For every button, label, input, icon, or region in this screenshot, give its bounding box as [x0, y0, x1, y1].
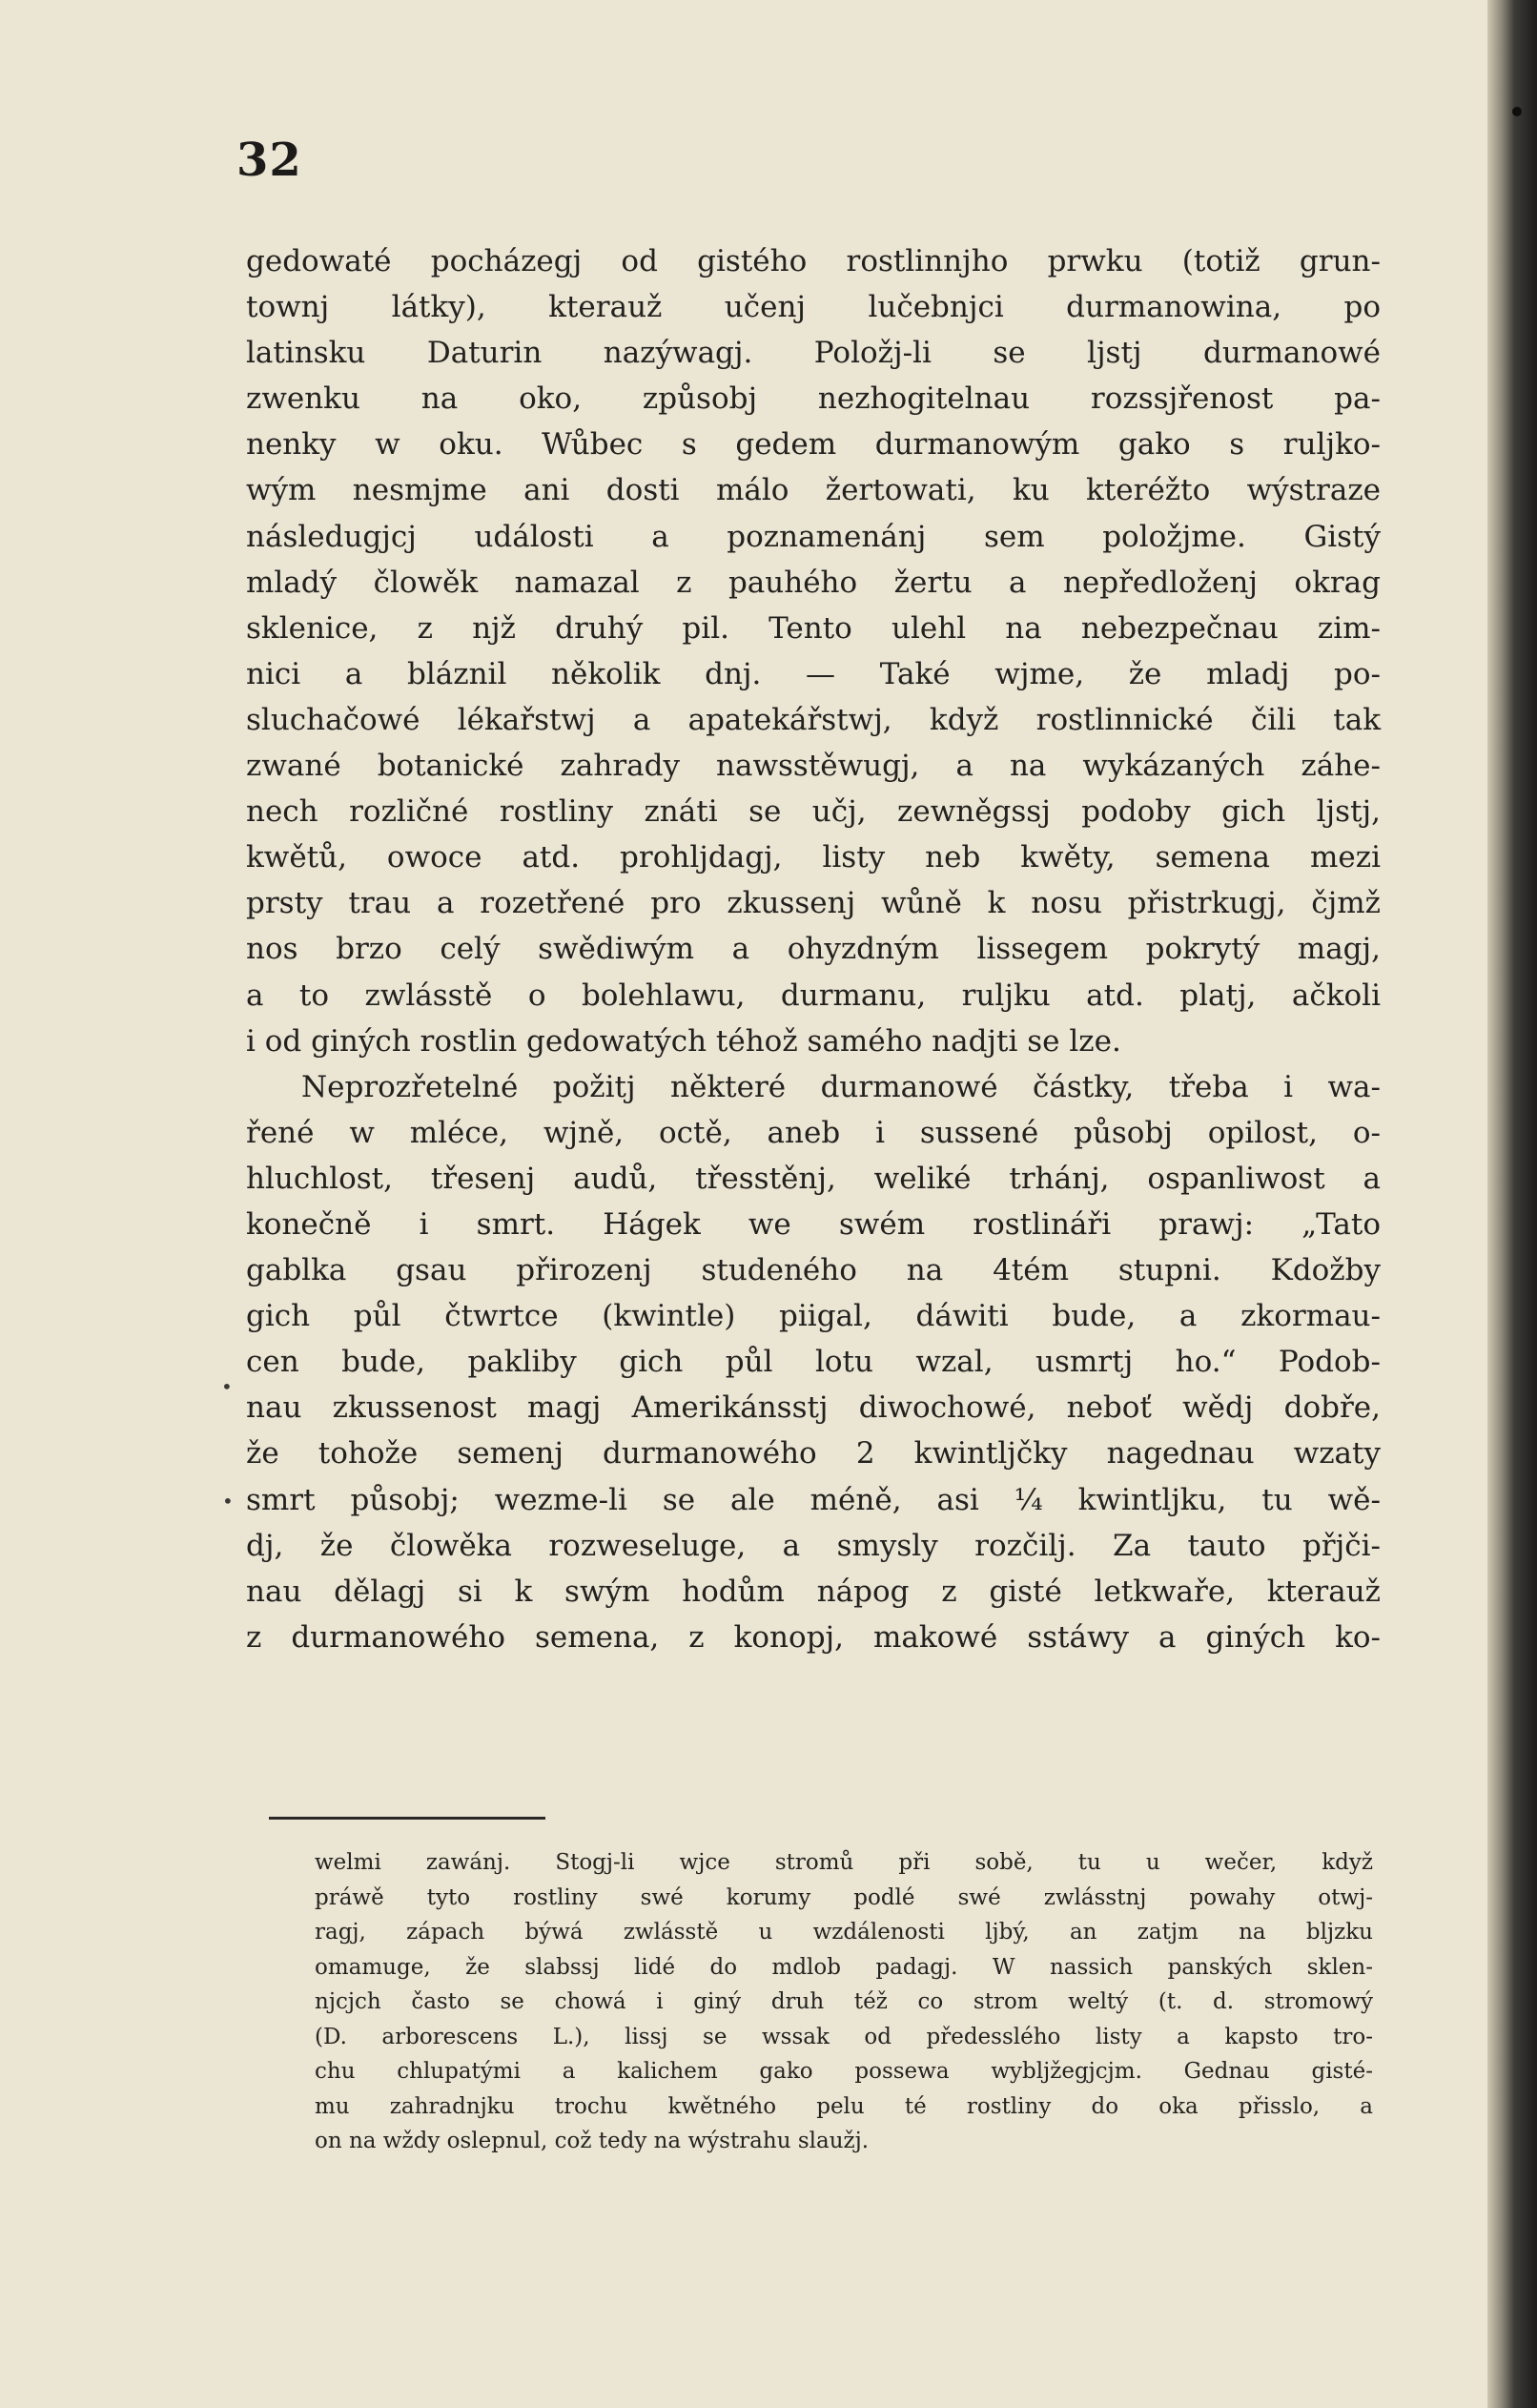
text-line: řené w mléce, wjně, octě, aneb i sussené působj opilost, o-	[246, 1115, 1381, 1150]
text-line: i od giných rostlin gedowatých téhož samého nadjti se lze.	[246, 1023, 1121, 1059]
text-line: nos brzo celý swědiwým a ohyzdným lissegem pokrytý magj,	[246, 932, 1381, 967]
text-line: že tohože semenj durmanowého 2 kwintljčky nagednau wzaty	[246, 1436, 1381, 1472]
text-line: hluchlost, třesenj audů, třesstěnj, weliké trhánj, ospanliwost a	[246, 1161, 1381, 1196]
text-line: nici a bláznil několik dnj. — Také wjme, že mladj po-	[246, 656, 1381, 691]
footnote-line: njcjch často se chowá i giný druh též co strom weltý (t. d. stromowý	[315, 1989, 1373, 2014]
text-line: nau dělagj si k swým hodům nápog z gisté letkwaře, kterauž	[246, 1574, 1381, 1609]
footnote-line: welmi zawánj. Stogj-li wjce stromů při sobě, tu u wečer, když	[315, 1850, 1373, 1875]
text-line: nenky w oku. Wůbec s gedem durmanowým gako s ruljko-	[246, 427, 1381, 463]
text-line: konečně i smrt. Hágek we swém rostlináři prawj: „Tato	[246, 1206, 1381, 1242]
text-line: z durmanowého semena, z konopj, makowé sstáwy a giných ko-	[246, 1619, 1381, 1655]
text-line: gich půl čtwrtce (kwintle) piigal, dáwiti bude, a zkormau-	[246, 1299, 1381, 1334]
footnote-line: mu zahradnjku trochu kwětného pelu té rostliny do oka přisslo, a	[315, 2093, 1373, 2119]
text-line: nech rozličné rostliny znáti se učj, zewněgssj podoby gich ljstj,	[246, 794, 1381, 830]
text-line: nau zkussenost magj Amerikánsstj diwochowé, neboť wědj dobře,	[246, 1390, 1381, 1426]
text-line: a to zwlásstě o bolehlawu, durmanu, ruljku atd. platj, ačkoli	[246, 978, 1381, 1013]
page-binding-edge	[1487, 0, 1537, 2408]
margin-mark: •	[222, 1490, 234, 1513]
text-line: prsty trau a rozetřené pro zkussenj wůně k nosu přistrkugj, čjmž	[246, 886, 1381, 921]
text-line: dj, že člowěka rozweseluge, a smysly rozčilj. Za tauto přjči-	[246, 1528, 1381, 1563]
footnote-line: (D. arborescens L.), lissj se wssak od předesslého listy a kapsto tro-	[315, 2024, 1373, 2049]
main-text-block	[246, 238, 1381, 1660]
text-line: kwětů, owoce atd. prohljdagj, listy neb kwěty, semena mezi	[246, 840, 1381, 875]
footnote-line: chu chlupatými a kalichem gako possewa wybljžegjcjm. Gednau gisté-	[315, 2059, 1373, 2084]
footnote-block	[315, 1845, 1373, 2159]
footnote-line: práwě tyto rostliny swé korumy podlé swé zwlásstnj powahy otwj-	[315, 1884, 1373, 1910]
edge-mark	[1512, 107, 1522, 116]
text-line: zwenku na oko, způsobj nezhogitelnau rozssjřenost pa-	[246, 381, 1381, 417]
text-line: wým nesmjme ani dosti málo žertowati, ku kteréžto wýstraze	[246, 473, 1381, 508]
text-line: zwané botanické zahrady nawsstěwugj, a na wykázaných záhe-	[246, 749, 1381, 784]
footnote-line: on na wždy oslepnul, což tedy na wýstrahu slaužj.	[315, 2129, 870, 2153]
text-line: gedowaté pocházegj od gistého rostlinnjho prwku (totiž grun-	[246, 244, 1381, 278]
text-line: latinsku Daturin nazýwagj. Položj-li se ljstj durmanowé	[246, 336, 1381, 371]
text-line: gablka gsau přirozenj studeného na 4tém stupni. Kdožby	[246, 1253, 1381, 1288]
footnote-separator	[269, 1817, 545, 1820]
text-line: Neprozřetelné požitj některé durmanowé částky, třeba i wa-	[301, 1069, 1381, 1104]
text-line: smrt působj; wezme-li se ale méně, asi ¼ kwintljku, tu wě-	[246, 1482, 1381, 1517]
page-number: 32	[236, 134, 302, 187]
text-line: cen bude, pakliby gich půl lotu wzal, usmrtj ho.“ Podob-	[246, 1345, 1381, 1380]
margin-mark: •	[221, 1375, 233, 1398]
text-line: sklenice, z njž druhý pil. Tento ulehl na nebezpečnau zim-	[246, 610, 1381, 646]
text-line: sluchačowé lékařstwj a apatekářstwj, když rostlinnické čili tak	[246, 702, 1381, 737]
footnote-line: omamuge, že slabssj lidé do mdlob padagj. W nassich panských sklen-	[315, 1954, 1373, 1980]
footnote-line: ragj, zápach býwá zwlásstě u wzdálenosti ljbý, an zatjm na blјzku	[315, 1920, 1373, 1945]
text-line: následugjcj události a poznamenánj sem položjme. Gistý	[246, 519, 1381, 554]
text-line: townj látky), kterauž učenj lučebnjci durmanowina, po	[246, 290, 1381, 325]
text-line: mladý člowěk namazal z pauhého žertu a nepředloženj okrag	[246, 565, 1381, 600]
